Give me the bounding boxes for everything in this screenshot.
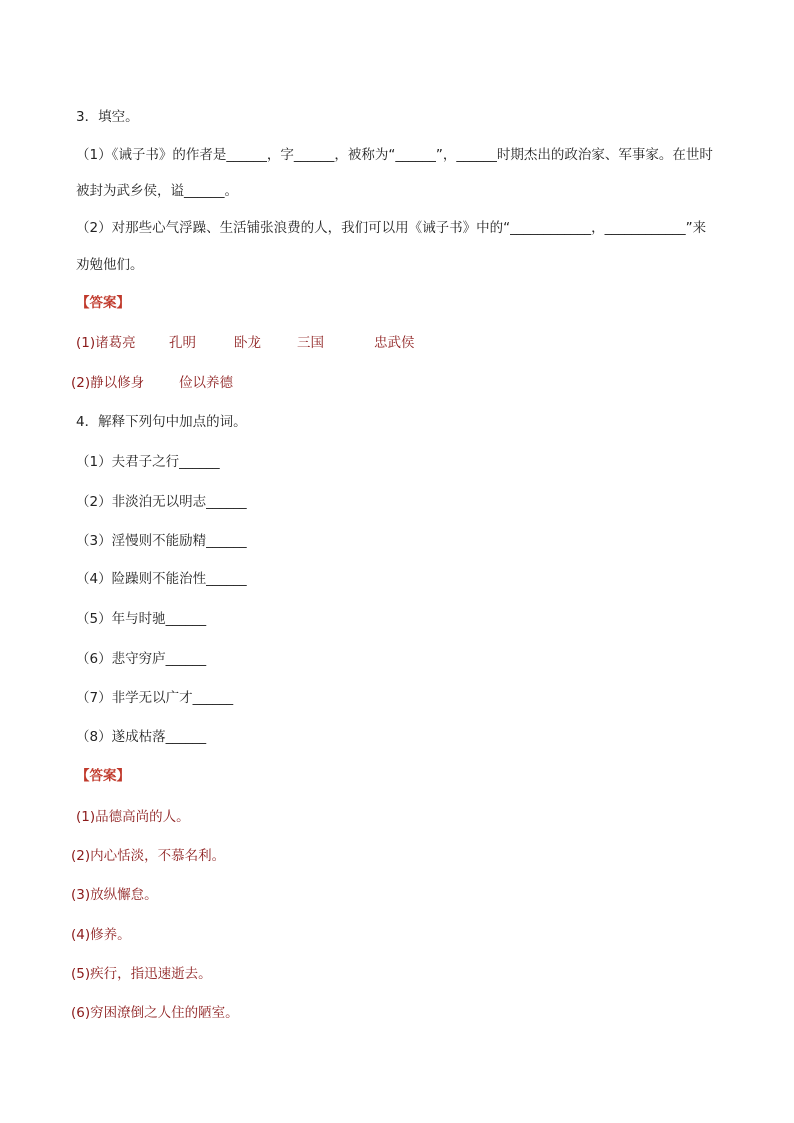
- q4-answer: (6)穷困潦倒之人住的陋室。: [71, 1005, 239, 1021]
- q4-item: （6）悲守穷庐______: [76, 651, 207, 667]
- q4-answer: (3)放纵懈怠。: [71, 887, 158, 903]
- q3-title: 3．填空。: [76, 109, 139, 125]
- q3-line-3: （2）对那些心气浮躁、生活铺张浪费的人，我们可以用《诫子书》中的“____________，____________”来: [76, 220, 707, 236]
- q4-answer: (1)品德高尚的人。: [76, 809, 190, 825]
- q4-title: 4．解释下列句中加点的词。: [76, 414, 247, 430]
- q3-answer-2-row: [71, 374, 233, 392]
- q3-answer-1-item: 三国: [297, 335, 324, 351]
- q4-item: （5）年与时驰______: [76, 611, 207, 627]
- q3-answer-1-item: 孔明: [169, 335, 196, 351]
- q3-answer-2-item: 俭以养德: [179, 375, 233, 391]
- q4-answer: (4)修养。: [71, 927, 131, 943]
- q3-answer-1-item: 卧龙: [234, 335, 261, 351]
- q4-answer-tag: 【答案】: [76, 768, 130, 784]
- q4-item: （3）淫慢则不能励精______: [76, 533, 247, 549]
- q3-line-1: （1）《诫子书》的作者是______，字______，被称为“______”，______时期杰出的政治家、军事家。在世时: [76, 147, 713, 163]
- q3-line-4: 劝勉他们。: [76, 257, 144, 273]
- q4-item: （1）夫君子之行______: [76, 454, 220, 470]
- q4-item: （4）险躁则不能治性______: [76, 571, 247, 587]
- q3-answer-tag: 【答案】: [76, 295, 130, 311]
- q4-answer: (5)疾行，指迅速逝去。: [71, 966, 212, 982]
- q4-item: （7）非学无以广才______: [76, 690, 234, 706]
- q3-line-2: 被封为武乡侯，谥______。: [76, 183, 238, 199]
- q4-answer: (2)内心恬淡，不慕名利。: [71, 848, 226, 864]
- q3-answer-1-item: (1)诸葛亮: [76, 335, 136, 351]
- q3-answer-2-item: (2)静以修身: [71, 375, 145, 391]
- q3-answer-1-row: [76, 334, 415, 352]
- q4-item: （2）非淡泊无以明志______: [76, 494, 247, 510]
- q4-item: （8）遂成枯落______: [76, 729, 207, 745]
- q3-answer-1-item: 忠武侯: [374, 335, 415, 351]
